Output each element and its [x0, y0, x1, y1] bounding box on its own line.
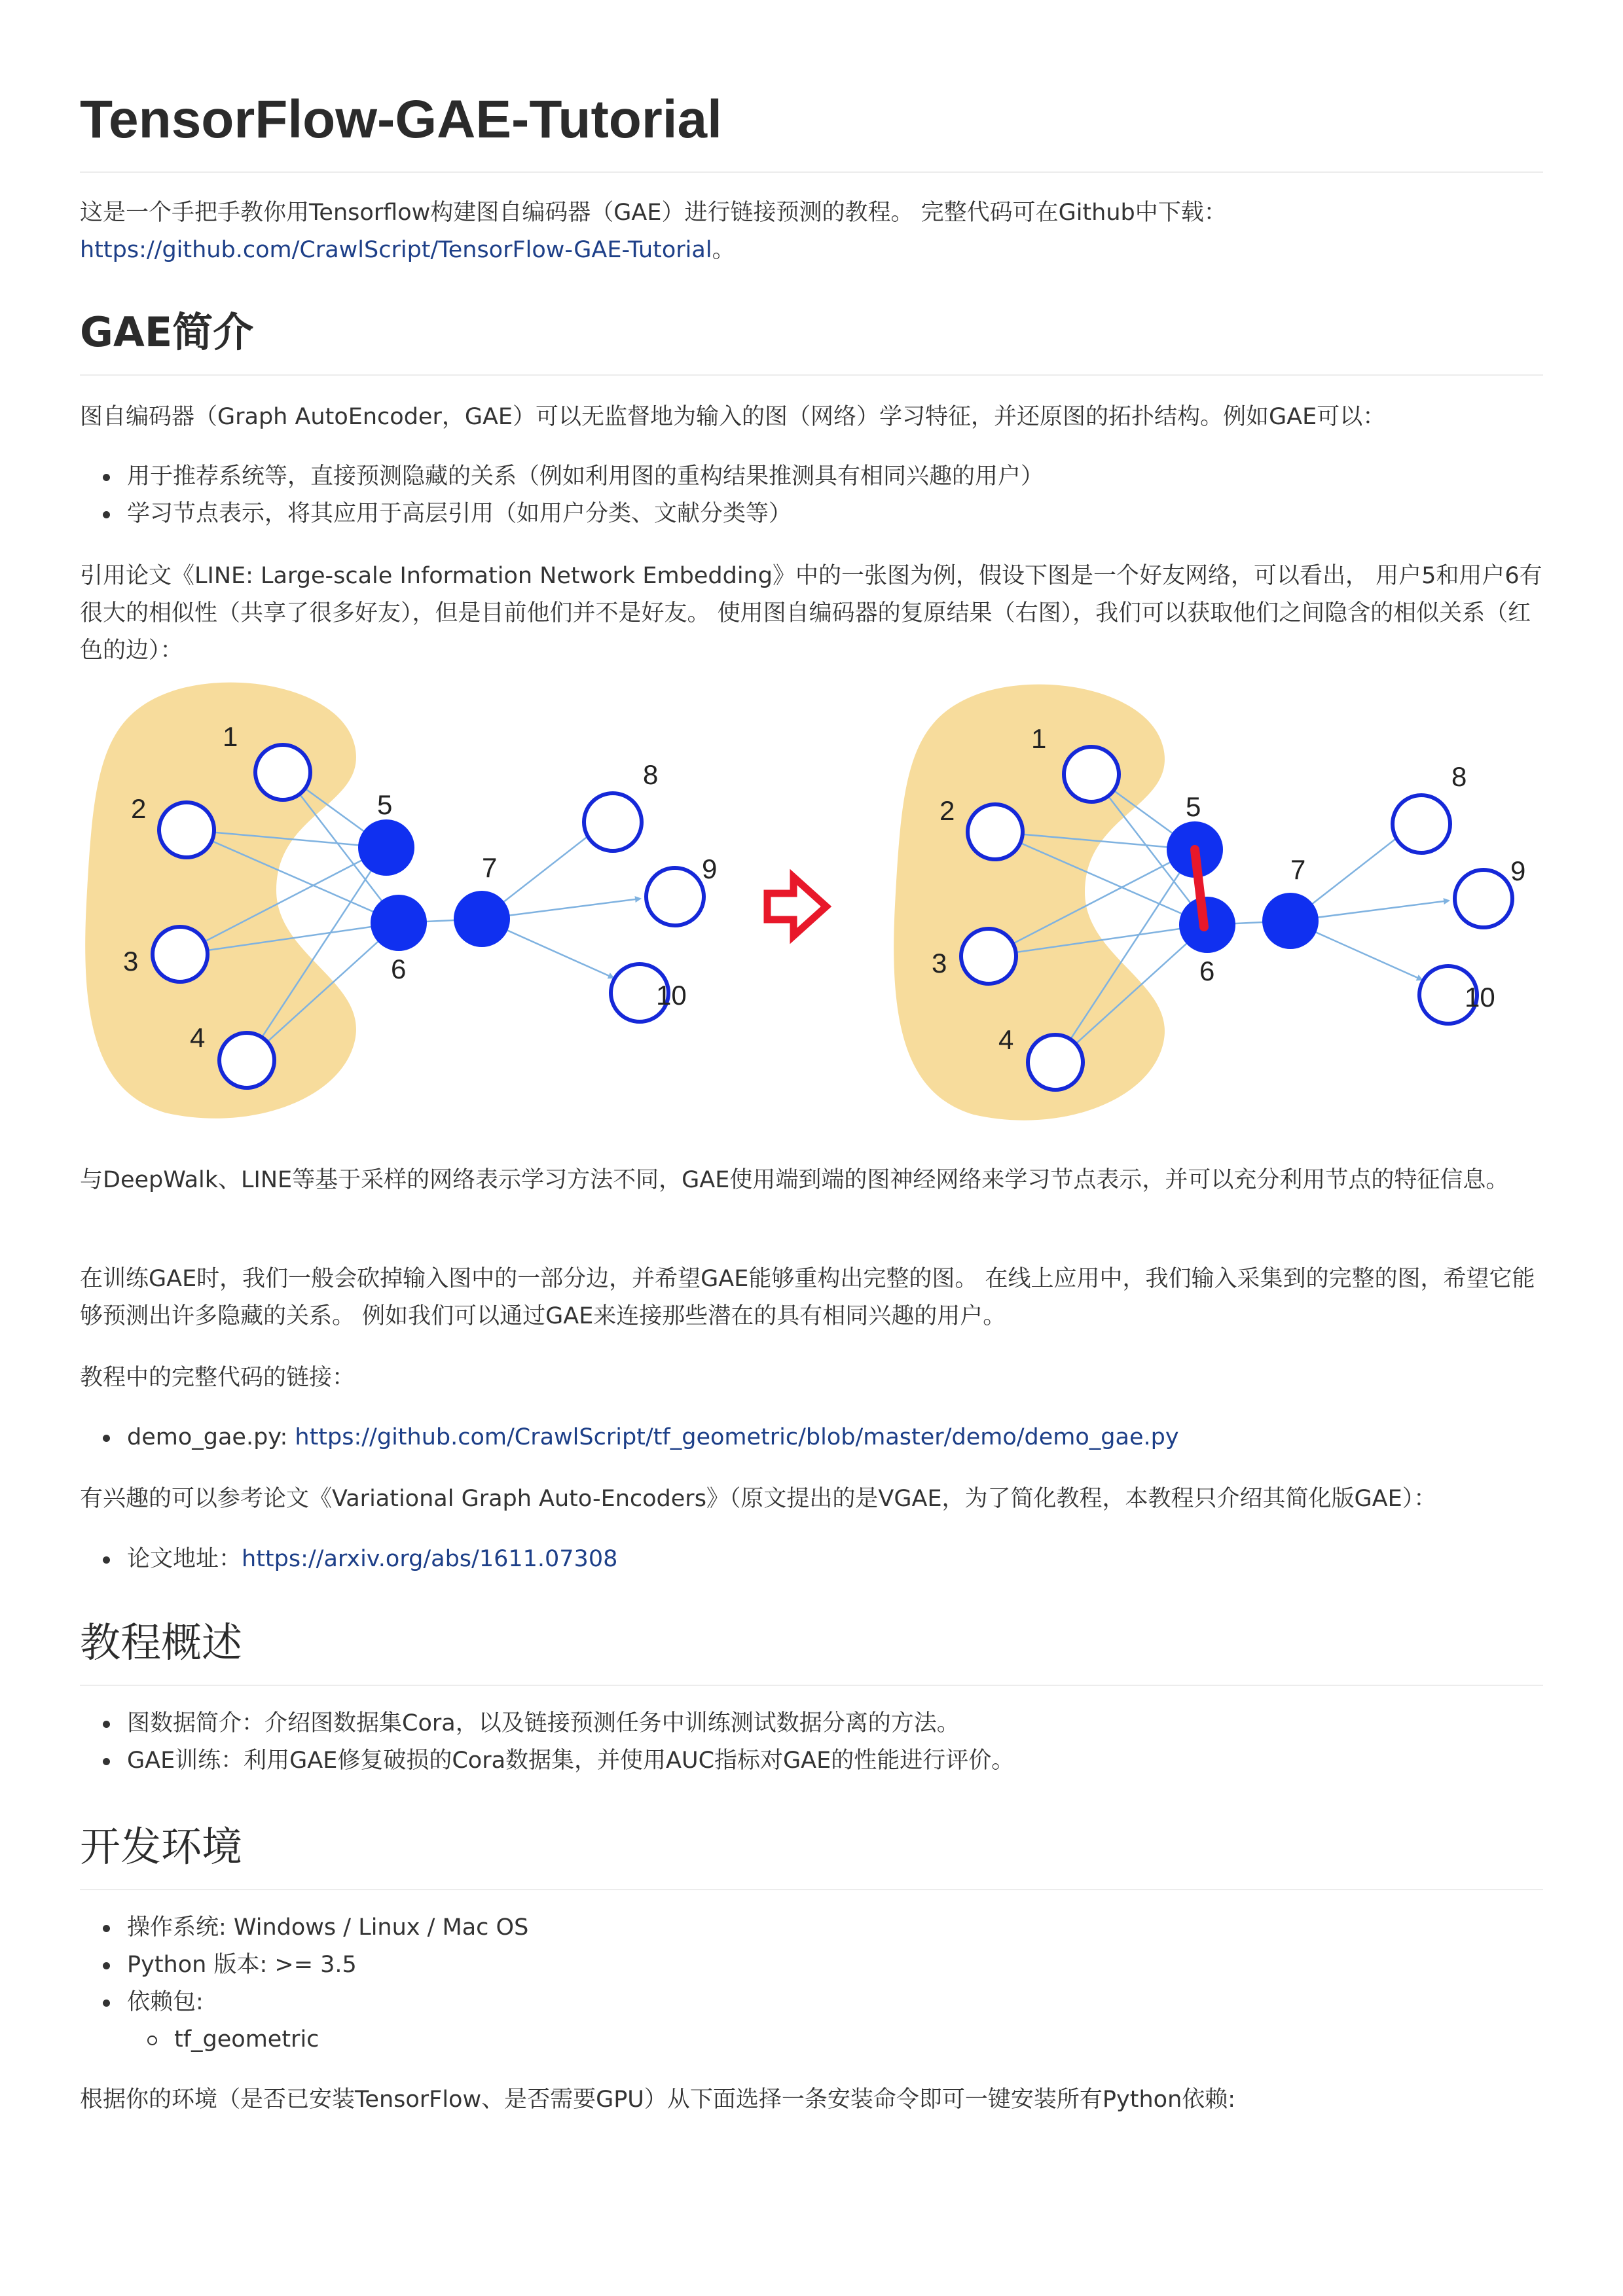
- vgae-reference-paragraph: [80, 1480, 1543, 1518]
- paper-link-label: 论文地址：: [127, 1546, 242, 1572]
- node-label-10: 10: [1465, 982, 1495, 1013]
- gae-network-figure: [80, 674, 1543, 1132]
- arxiv-paper-link[interactable]: https://arxiv.org/abs/1611.07308: [242, 1546, 618, 1572]
- paragraph-text: 在训练GAE时，我们一般会砍掉输入图中的一部分边，并希望GAE能够重构出完整的图。 在线上应用中，我们输入采集到的完整的图，希望它能够预测出许多隐藏的关系。 例如我们可以通过GAE来连接那些潜在的具有相同兴趣的用户。: [80, 1266, 1535, 1329]
- section-divider: [80, 1685, 1543, 1686]
- section-divider: [80, 1889, 1543, 1890]
- node-label-8: 8: [643, 759, 659, 790]
- node-label-6: 6: [391, 954, 407, 984]
- gae-use-list: [80, 458, 1543, 533]
- list-item: [80, 1541, 1543, 1578]
- title-divider: [80, 171, 1543, 173]
- node-label-4: 4: [998, 1024, 1014, 1055]
- node-label-1: 1: [223, 721, 238, 752]
- section-heading-environment: 开发环境: [80, 1823, 243, 1871]
- paper-link-list: [80, 1541, 1543, 1578]
- node-label-7: 7: [1290, 854, 1306, 885]
- list-item: GAE训练：利用GAE修复破损的Cora数据集，并使用AUC指标对GAE的性能进行评价。: [80, 1742, 1543, 1780]
- node-label-9: 9: [1510, 855, 1526, 886]
- node-7: [454, 891, 509, 946]
- node-label-2: 2: [939, 795, 955, 826]
- code-link-intro: [80, 1359, 1543, 1397]
- node-1: [255, 745, 310, 800]
- page-title: TensorFlow-GAE-Tutorial: [80, 90, 722, 149]
- list-item: [80, 1419, 1543, 1456]
- repo-link[interactable]: https://github.com/CrawlScript/TensorFlow-GAE-Tutorial: [80, 237, 712, 263]
- node-4: [219, 1033, 274, 1088]
- node-label-1: 1: [1031, 723, 1047, 754]
- node-9: [1455, 870, 1512, 927]
- node-1: [1064, 747, 1119, 802]
- node-8: [1393, 795, 1450, 853]
- graph-before: [85, 683, 717, 1119]
- transform-arrow-icon: [767, 877, 826, 936]
- list-item: 用于推荐系统等，直接预测隐藏的关系（例如利用图的重构结果推测具有相同兴趣的用户）: [80, 458, 1543, 495]
- list-item: tf_geometric: [80, 2021, 1543, 2058]
- paragraph-text: 图自编码器（Graph AutoEncoder，GAE）可以无监督地为输入的图（网络）学习特征，并还原图的拓扑结构。例如GAE可以：: [80, 404, 1386, 430]
- list-item: Python 版本: >= 3.5: [80, 1946, 1543, 1984]
- node-2: [159, 802, 214, 857]
- paragraph-text: 引用论文《LINE: Large-scale Information Network Embedding》中的一张图为例，假设下图是一个好友网络，可以看出， 用户5和用户6有很大的相似性（共享了很多好友），但是目前他们并不是好友。 使用图自编码器的复原结果（右图），我们可以获取他们之间隐含的相似关系（红色的边）：: [80, 563, 1542, 664]
- node-label-10: 10: [656, 980, 687, 1011]
- paragraph-text: 与DeepWalk、LINE等基于采样的网络表示学习方法不同，GAE使用端到端的图神经网络来学习节点表示，并可以充分利用节点的特征信息。: [80, 1167, 1509, 1193]
- node-3: [961, 929, 1016, 984]
- list-item: 图数据简介：介绍图数据集Cora，以及链接预测任务中训练测试数据分离的方法。: [80, 1705, 1543, 1742]
- intro-link-line: [80, 232, 1543, 269]
- paragraph-text: 教程中的完整代码的链接：: [80, 1365, 356, 1391]
- line-citation-paragraph: [80, 558, 1543, 670]
- node-6: [371, 895, 426, 950]
- node-4: [1028, 1035, 1083, 1090]
- node-label-2: 2: [131, 793, 147, 824]
- node-label-3: 3: [123, 946, 139, 977]
- code-link-list: [80, 1419, 1543, 1456]
- node-8: [584, 793, 642, 851]
- node-label-3: 3: [932, 948, 947, 978]
- node-label-8: 8: [1451, 761, 1467, 792]
- install-instructions-paragraph: [80, 2081, 1543, 2119]
- node-label-7: 7: [482, 852, 498, 883]
- section-heading-overview: 教程概述: [80, 1619, 243, 1666]
- node-label-9: 9: [702, 853, 718, 884]
- node-3: [153, 927, 208, 982]
- node-label-5: 5: [377, 789, 393, 820]
- node-label-6: 6: [1199, 956, 1215, 986]
- list-item: 操作系统: Windows / Linux / Mac OS: [80, 1909, 1543, 1946]
- demo-code-link[interactable]: https://github.com/CrawlScript/tf_geometric/blob/master/demo/demo_gae.py: [295, 1424, 1179, 1450]
- deepwalk-comparison-paragraph: [80, 1162, 1543, 1199]
- paragraph-text: 有兴趣的可以参考论文《Variational Graph Auto-Encoders》（原文提出的是VGAE，为了简化教程，本教程只介绍其简化版GAE）：: [80, 1486, 1437, 1512]
- node-label-5: 5: [1186, 791, 1201, 822]
- dependency-list: [80, 2021, 1543, 2058]
- node-9: [646, 868, 704, 925]
- gae-intro-paragraph: [80, 399, 1543, 436]
- list-item: 依赖包:: [80, 1984, 1543, 2021]
- graph-after: [894, 685, 1525, 1121]
- intro-text: 这是一个手把手教你用Tensorflow构建图自编码器（GAE）进行链接预测的教程。 完整代码可在Github中下载：: [80, 200, 1227, 226]
- overview-list: [80, 1705, 1543, 1780]
- paragraph-text: 根据你的环境（是否已安装TensorFlow、是否需要GPU）从下面选择一条安装命令即可一键安装所有Python依赖:: [80, 2087, 1236, 2113]
- code-link-label: demo_gae.py:: [127, 1424, 295, 1450]
- node-5: [359, 820, 414, 875]
- environment-list: [80, 1909, 1543, 2021]
- section-divider: [80, 374, 1543, 376]
- section-heading-gae-intro: GAE简介: [80, 308, 254, 356]
- node-7: [1263, 893, 1318, 948]
- intro-link-suffix: 。: [712, 237, 735, 263]
- training-paragraph: [80, 1261, 1543, 1335]
- intro-paragraph: [80, 194, 1543, 269]
- list-item: 学习节点表示，将其应用于高层引用（如用户分类、文献分类等）: [80, 495, 1543, 533]
- node-2: [968, 804, 1023, 859]
- node-label-4: 4: [190, 1022, 206, 1053]
